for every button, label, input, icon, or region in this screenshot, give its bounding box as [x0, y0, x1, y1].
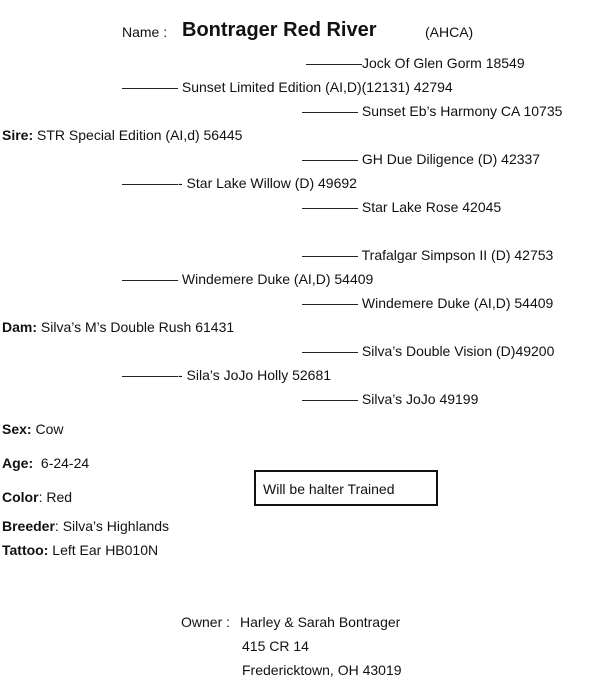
- tattoo-value: Left Ear HB010N: [52, 542, 159, 558]
- sire-sire: ———— Sunset Limited Edition (AI,D)(12131) 42794: [122, 79, 453, 95]
- association-label: (AHCA): [425, 24, 474, 40]
- halter-note-text: Will be halter Trained: [263, 481, 395, 497]
- sire-row: [2, 126, 242, 144]
- tattoo-row: [2, 541, 158, 559]
- age-value: 6-24-24: [40, 455, 90, 471]
- age-label: Age:: [2, 455, 34, 471]
- name-label: Name :: [122, 24, 168, 40]
- sex-row: [2, 420, 63, 438]
- breeder-label: Breeder: [2, 518, 55, 534]
- sire-dam-sire: ———— GH Due Diligence (D) 42337: [302, 151, 541, 167]
- color-label: Color: [2, 489, 39, 505]
- breeder-value: : Silva’s Highlands: [54, 518, 170, 534]
- sex-label: Sex:: [2, 421, 32, 437]
- dam-dam-sire: ———— Silva’s Double Vision (D)49200: [302, 343, 555, 359]
- sire-sire-sire: ————Jock Of Glen Gorm 18549: [306, 55, 525, 71]
- color-value: : Red: [38, 489, 73, 505]
- owner-names: Harley & Sarah Bontrager: [240, 614, 401, 630]
- dam-row: [2, 318, 234, 336]
- sire-dam-dam: ———— Star Lake Rose 42045: [302, 199, 502, 215]
- sire-dam: ————- Star Lake Willow (D) 49692: [122, 175, 357, 191]
- age-row: [2, 454, 89, 472]
- sex-value: Cow: [35, 421, 64, 437]
- dam-sire-sire: ———— Trafalgar Simpson II (D) 42753: [302, 247, 554, 263]
- breeder-row: [2, 517, 169, 535]
- owner-label: Owner :: [181, 614, 231, 630]
- dam-value: Silva’s M’s Double Rush 61431: [40, 319, 235, 335]
- dam-dam: ————- Sila’s JoJo Holly 52681: [122, 367, 332, 383]
- dam-label: Dam:: [2, 319, 38, 335]
- color-row: [2, 488, 72, 506]
- halter-note-box: [254, 470, 438, 506]
- owner-city: Fredericktown, OH 43019: [242, 662, 402, 678]
- dam-sire: ———— Windemere Duke (AI,D) 54409: [122, 271, 374, 287]
- dam-dam-dam: ———— Silva’s JoJo 49199: [302, 391, 479, 407]
- owner-street: 415 CR 14: [242, 638, 309, 654]
- sire-label: Sire:: [2, 127, 34, 143]
- sire-sire-dam: ———— Sunset Eb’s Harmony CA 10735: [302, 103, 563, 119]
- animal-name: Bontrager Red River: [182, 19, 377, 41]
- tattoo-label: Tattoo:: [2, 542, 49, 558]
- sire-value: STR Special Edition (AI,d) 56445: [37, 127, 243, 143]
- dam-sire-dam: ———— Windemere Duke (AI,D) 54409: [302, 295, 554, 311]
